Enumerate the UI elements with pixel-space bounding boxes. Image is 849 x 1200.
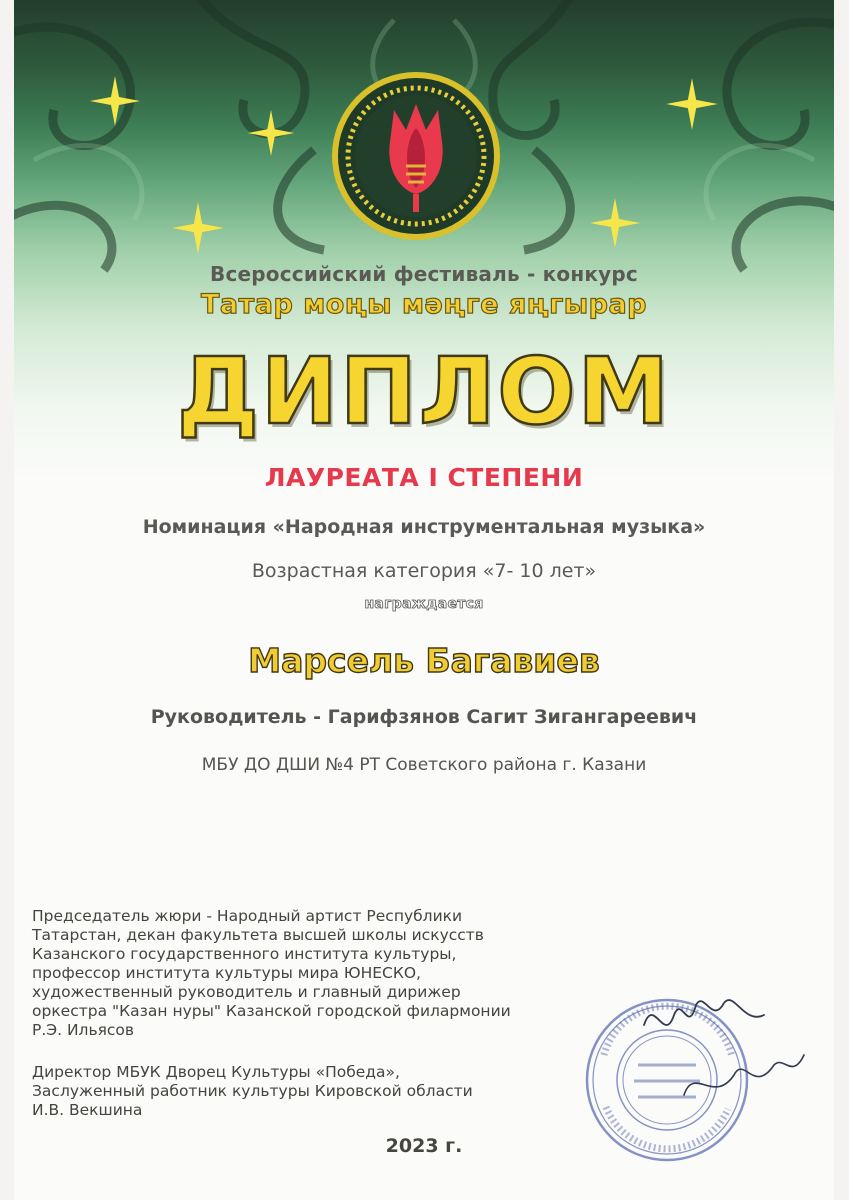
age-category-text: Возрастная категория «7- 10 лет»	[251, 560, 597, 582]
sparkle-star-icon	[588, 196, 642, 250]
tulip-emblem-icon	[330, 70, 502, 242]
handwritten-signature	[624, 985, 814, 1115]
director-block	[32, 1063, 672, 1120]
festival-tatar-name: Татар моңы мәңге яңгырар	[200, 289, 648, 320]
director-line: Директор МБУК Дворец Культуры «Победа»,	[32, 1063, 400, 1081]
diploma-title: ДИПЛОМ	[176, 338, 672, 445]
jury-chair-block	[32, 907, 672, 1040]
sparkle-star-icon	[88, 74, 142, 128]
nomination-text: Номинация «Народная инструментальная музыка»	[142, 516, 706, 538]
director-line: Заслуженный работник культуры Кировской области	[32, 1082, 473, 1100]
diploma-sheet	[14, 0, 834, 1200]
awarded-label: награждается	[364, 596, 484, 612]
leader-text: Руководитель - Гарифзянов Сагит Зигангареевич	[150, 706, 698, 728]
sparkle-star-icon	[246, 108, 296, 158]
director-line: И.В. Векшина	[32, 1101, 143, 1119]
school-text: МБУ ДО ДШИ №4 РТ Советского района г. Казани	[201, 755, 647, 775]
laureate-degree: ЛАУРЕАТА I СТЕПЕНИ	[264, 463, 584, 492]
jury-line: Татарстан, декан факультета высшей школы искусств	[32, 926, 484, 944]
recipient-name: Марсель Багавиев	[248, 641, 600, 680]
jury-line: Казанского государственного института культуры,	[32, 945, 457, 963]
jury-line: Р.Э. Ильясов	[32, 1021, 135, 1039]
jury-line: оркестра "Казан нуры" Казанской городской филармонии	[32, 1002, 511, 1020]
festival-title: Всероссийский фестиваль - конкурс	[210, 262, 638, 286]
year-text: 2023 г.	[385, 1135, 463, 1157]
jury-line: Председатель жюри - Народный артист Республики	[32, 907, 463, 925]
jury-line: художественный руководитель и главный дирижер	[32, 983, 461, 1001]
sparkle-star-icon	[664, 76, 720, 132]
sparkle-star-icon	[170, 200, 226, 256]
jury-line: профессор института культуры мира ЮНЕСКО,	[32, 964, 421, 982]
